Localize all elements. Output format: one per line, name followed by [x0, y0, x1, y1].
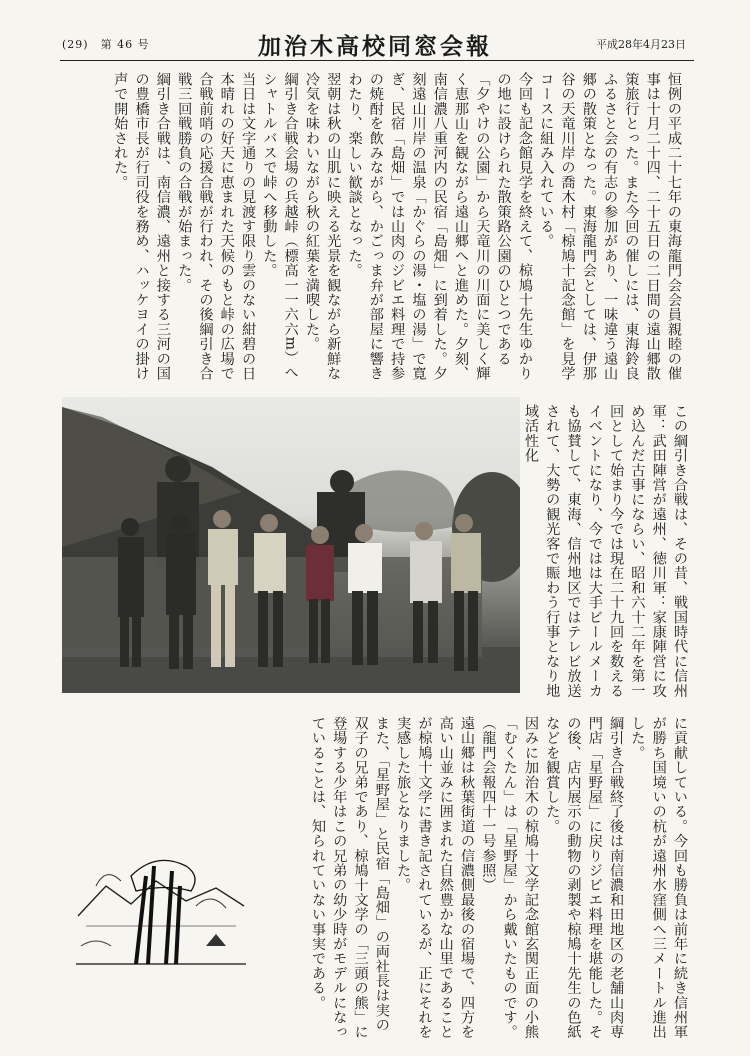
- header-divider: [60, 60, 694, 61]
- group-photo-icon: [62, 397, 520, 693]
- article-body-right: この綱引き合戦は、その昔、戦国時代に信州軍：武田陣営が遠州、徳川軍：家康陣営に攻め込んだ古事にならい、昭和六十二年を第一回として始まり今では現在二十九回を数えるイベントになり、今ではは大手ビールメーカも協賛して、東海、信州地区ではテレビ放送されて、大勢の観光客で賑わう行事となり地域活性化: [522, 404, 688, 698]
- issue-date: 平成28年4月23日: [596, 38, 686, 51]
- article-body-bottom: に貢献している。今回も勝負は前年に続き信州軍が勝ち国境いの杭が遠州水窪側へ三メートル進出した。 綱引き合戦終了後は南信濃和田地区の老舗山肉専門店「星野屋」に戻りジビエ料理を堪能した。その後、店内展示の動物の剥製や椋鳩十先生の色紙などを観賞した。 因みに加治木の椋鳩十文学記念館玄関正面の小熊「むくたん」は「星野屋」から戴いたものです。（龍門会報四十一号参照） 遠山郷は秋葉街道の信濃側最後の宿場で、四方を高い山並みに囲まれた自然豊かな山里であることが椋鳩十文学に書き記されているが、正にそれを実感した旅となりました。 また、「星野屋」と民宿「島畑」の両社長は実の双子の兄弟であり、椋鳩十文学の「三頭の熊」に登場する少年はこの兄弟の幼少時がモデルになっていることは、知られていない事実である。: [309, 716, 688, 1040]
- issue-number: (29) 第 46 号: [62, 38, 150, 51]
- newsletter-header: [0, 0, 750, 62]
- mountain-tree-sketch-icon: [76, 846, 246, 970]
- newsletter-title: 加治木高校同窓会報: [258, 33, 492, 60]
- article-body-top: 恒例の平成二十七年の東海龍門会会員親睦の催事は十月二十四、二十五日の二日間の遠山郷散策旅行とった。また今回の催しには、東海鈴良ふるさと会の有志の参加があり、一味違う遠山郷の散策となった。東海龍門会としては、伊那谷の天竜川岸の喬木村「椋鳩十記念館」を見学コースに組み入れている。 今回も記念館見学を終えて、椋鳩十先生ゆかりの地に設けられた散策路公園のひとつである「夕やけの公園」から天竜川の川面に美しく輝く恵那山を観ながら遠山郷へと進めた。夕刻、南信濃八重河内の民宿「島畑」に到着した。夕刻遠山川岸の温泉「かぐらの湯・塩の湯」で寛ぎ、民宿「島畑」では山肉のジビエ料理で持参の焼酎を飲みながら、かごっま弁が部屋に響きわたり、楽しい歓談となった。 翌朝は秋の山肌に映える光景を観ながら新鮮な冷気を味わいながら秋の紅葉を満喫した。 綱引き合戦会場の兵越峠（標高一一六六m）へシャトルバスで峠へ移動した。 当日は文字通りの見渡す限り雲のない紺碧の日本晴れの好天に恵まれた天候のもと峠の広場で合戦前哨の応援合戦が行われ、その後綱引き合戦三回戦勝負の合戦が始まった。 綱引き合戦は、南信濃、遠州と接する三河の国の豊橋市長が行司役を務め、ハッケヨイの掛け声で開始された。: [112, 72, 682, 381]
